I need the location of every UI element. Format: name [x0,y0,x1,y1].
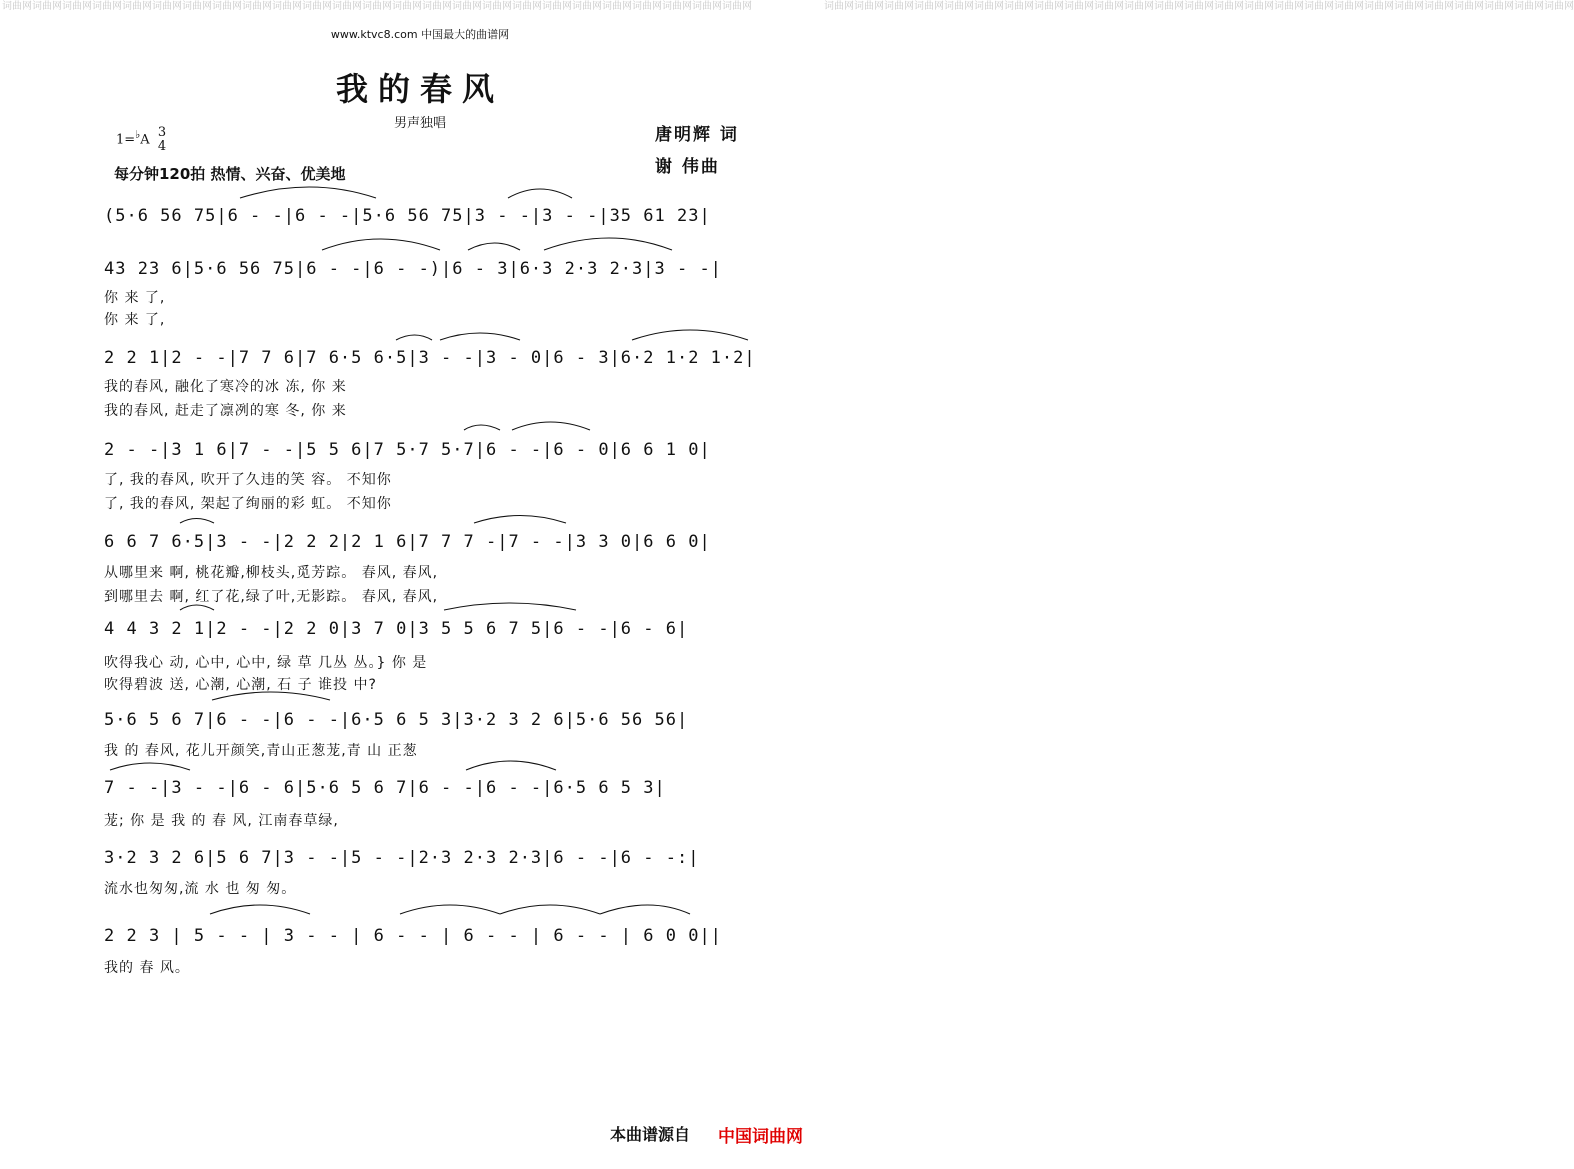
slur [632,330,748,340]
tempo-marking: 每分钟120拍 热情、兴奋、优美地 [114,165,346,183]
notation-line: (5·6 56 75|6 - -|6 - -|5·6 56 75|3 - -|3 - -|35 61 23| [104,206,711,226]
lyric-line: 我 的 春风, 花儿开颜笑,青山正葱茏,青 山 正葱 [104,743,418,759]
key-prefix: 1= [116,132,136,148]
notation-line: 4 4 3 2 1|2 - -|2 2 0|3 7 0|3 5 5 6 7 5|6 - -|6 - 6| [104,619,689,639]
slur [322,239,440,250]
slur [508,189,572,198]
notation-line: 7 - -|3 - -|6 - 6|5·6 5 6 7|6 - -|6 - -|6·5 6 5 3| [104,778,666,798]
slur [444,603,576,610]
slur [400,905,500,914]
slur [464,425,500,430]
time-top: 3 [157,125,167,140]
slur [240,187,376,198]
song-subtitle: 男声独唱 [393,116,446,131]
notation-line: 2 - -|3 1 6|7 - -|5 5 6|7 5·7 5·7|6 - -|6 - 0|6 6 1 0| [104,440,711,460]
lyric-line: 你 来 了, [104,312,166,328]
lyric-line: 从哪里来 啊, 桃花瓣,柳枝头,觅芳踪。 春风, 春风, [104,565,439,581]
notation-line: 6 6 7 6·5|3 - -|2 2 2|2 1 6|7 7 7 -|7 - -|3 3 0|6 6 0| [104,532,711,552]
lyric-line: 吹得我心 动, 心中, 心中, 绿 草 几丛 丛。} 你 是 [104,655,428,671]
right-watermark: 词曲网词曲网词曲网词曲网词曲网词曲网词曲网词曲网词曲网词曲网词曲网词曲网词曲网词曲网词曲网词曲网词曲网词曲网词曲网词曲网词曲网词曲网词曲网词曲网词曲网 [824,1,1574,12]
lyric-line: 我的春风, 融化了寒冷的冰 冻, 你 来 [104,379,347,395]
flat-sign: ♭ [135,128,141,142]
lyric-line: 我的 春 风。 [104,960,190,976]
slur [466,761,556,770]
slur [512,422,590,430]
time-bottom: 4 [157,139,167,154]
slur [396,335,432,340]
lyric-line: 了, 我的春风, 吹开了久违的笑 容。 不知你 [104,472,392,488]
notation-line: 5·6 5 6 7|6 - -|6 - -|6·5 6 5 3|3·2 3 2 6|5·6 56 56| [104,710,689,730]
lyric-line: 流水也匆匆,流 水 也 匆 匆。 [104,881,297,897]
source-site-link[interactable]: 中国词曲网 [718,1127,803,1147]
lyric-line: 我的春风, 赶走了凛冽的寒 冬, 你 来 [104,403,347,419]
slur [180,605,214,610]
notation-line: 2 2 3 | 5 - - | 3 - - | 6 - - | 6 - - | 6 - - | 6 0 0|| [104,926,722,946]
song-title: 我的春风 [335,70,504,108]
composer-credit: 谢 伟曲 [655,157,720,177]
lyricist-credit: 唐明辉 词 [655,125,739,145]
left-watermark: 词曲网词曲网词曲网词曲网词曲网词曲网词曲网词曲网词曲网词曲网词曲网词曲网词曲网词曲网词曲网词曲网词曲网词曲网词曲网词曲网词曲网词曲网词曲网词曲网词曲网 [2,1,752,12]
source-label: 本曲谱源自 [610,1125,691,1144]
lyric-line: 茏; 你 是 我 的 春 风, 江南春草绿, [104,813,339,829]
slur [468,243,520,250]
slur [600,905,690,914]
notation-line: 43 23 6|5·6 56 75|6 - -|6 - -)|6 - 3|6·3 2·3 2·3|3 - -| [104,259,722,279]
lyric-line: 你 来 了, [104,290,166,306]
slur [180,519,214,524]
slur [474,516,566,524]
site-url: www.ktvc8.com 中国最大的曲谱网 [330,28,510,41]
slur [210,905,310,914]
lyric-line: 到哪里去 啊, 红了花,绿了叶,无影踪。 春风, 春风, [104,589,439,605]
slur [212,692,330,700]
key-note: A [140,132,150,148]
lyric-line: 吹得碧波 送, 心潮, 心潮, 石 子 谁投 中? [104,677,377,693]
slur [110,763,190,770]
slur [500,905,600,914]
lyric-line: 了, 我的春风, 架起了绚丽的彩 虹。 不知你 [104,496,392,512]
notation-line: 3·2 3 2 6|5 6 7|3 - -|5 - -|2·3 2·3 2·3|6 - -|6 - -:| [104,848,700,868]
slur [440,333,520,340]
notation-line: 2 2 1|2 - -|7 7 6|7 6·5 6·5|3 - -|3 - 0|6 - 3|6·2 1·2 1·2| [104,348,756,368]
slur [544,238,672,250]
